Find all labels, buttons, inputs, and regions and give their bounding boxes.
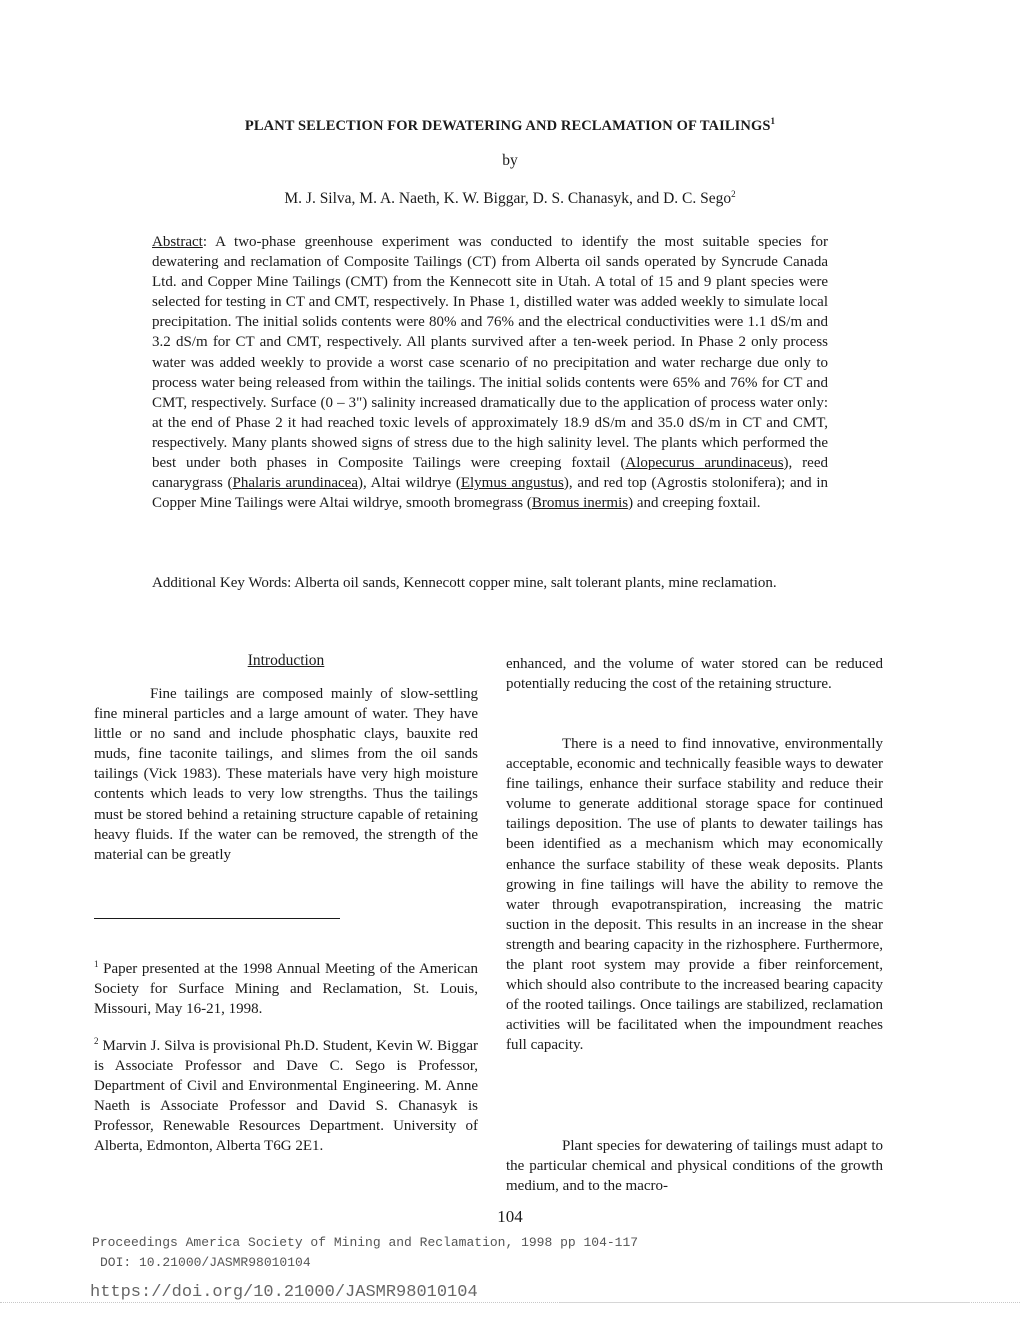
authors [0, 189, 1020, 208]
keywords: Additional Key Words: Alberta oil sands, Kennecott copper mine, salt tolerant plants, mine reclamation. [152, 575, 777, 591]
intro-right-paragraph-3: Plant species for dewatering of tailings must adapt to the particular chemical and physical conditions of the growth medium, and to the macro- [506, 1138, 883, 1195]
footnote-2-text: Marvin J. Silva is provisional Ph.D. Student, Kevin W. Biggar is Associate Professor and Dave C. Sego is Professor, Department of Civil and Environmental Engineering. M. Anne Naeth is Associate Professor and David S. Chanasyk is Professor, Renewable Resources Department. University of Alberta, Edmonton, Alberta T6G 2E1. [94, 1038, 478, 1154]
species-elymus: Elymus angustus [460, 475, 564, 492]
abstract-text-4: ), and red top (Agrostis stolonifera); and in Copper Mine Tailings were Altai wildrye, smooth bromegrass ( [152, 475, 828, 512]
abstract-text-1: : A two-phase greenhouse experiment was conducted to identify the most suitable species for dewatering and reclamation of Composite Tailings (CT) from Alberta oil sands operated by Syncrude Canada Ltd. and Copper Mine Tailings (CMT) from the Kennecott site in Utah. A total of 15 and 9 plant species were selected for testing in CT and CMT, respectively. In Phase 1, distilled water was added weekly to simulate local precipitation. The initial solids contents were 80% and 76% and the electrical conductivities were 1.1 dS/m and 3.2 dS/m for CT and CMT, respectively. All plants survived after a ten-week period. In Phase 2 only process water was added weekly to provide a worst case scenario of no precipitation and water recharge due only to process water being released from within the tailings. The initial solids contents were 65% and 76% for CT and CMT, respectively. Surface (0 – 3") salinity increased dramatically due to the application of process water only: at the end of Phase 2 it had reached toxic levels of approximately 18.9 dS/m and 35.0 dS/m in CT and CMT, respectively. Many plants showed signs of stress due to the high salinity level. The plants which performed the best under both phases in Composite Tailings were creeping foxtail ( [152, 234, 828, 472]
intro-right-paragraph-2: There is a need to find innovative, environmentally acceptable, economic and technically feasible ways to dewater fine tailings, enhance their surface stability and reduce their volume to generate additional storage space for continued tailings deposition. The use of plants to dewater tailings has been identified as a mechanism which may economically enhance the surface stability of these weak deposits. Plants growing in fine tailings will have the ability to remove the water through evapotranspiration, increasing the matric suction in the deposit. This results in an increase in the shear strength and bearing capacity in the rizhosphere. Furthermore, the plant root system may provide a fiber reinforcement, which should also contribute to the increased bearing capacity of the rooted tailings. Once tailings are stabilized, reclamation activities will be facilitated when the impoundment reaches full capacity. [506, 736, 883, 1054]
abstract-text-2: ), reed canarygrass ( [152, 455, 828, 492]
abstract-text-5: ) and creeping foxtail. [628, 495, 761, 512]
section-heading-introduction [94, 652, 478, 670]
page-number: 104 [497, 1207, 523, 1226]
scan-artifact-line-2 [560, 1302, 970, 1303]
authors-text: M. J. Silva, M. A. Naeth, K. W. Biggar, D. S. Chanasyk, and D. C. Sego [284, 190, 732, 208]
abstract [152, 232, 828, 513]
species-alopecurus: Alopecurus arundinaceus [625, 455, 784, 472]
intro-right-paragraph-1: enhanced, and the volume of water stored can be reduced potentially reducing the cost of the retaining structure. [506, 656, 883, 693]
footnote-1 [94, 954, 478, 1019]
proceedings-citation: Proceedings America Society of Mining and Reclamation, 1998 pp 104-117 [92, 1235, 639, 1250]
footnote-2 [94, 1031, 478, 1156]
abstract-label: Abstract [152, 234, 203, 250]
doi-text: DOI: 10.21000/JASMR98010104 [100, 1255, 311, 1270]
doi-link[interactable]: https://doi.org/10.21000/JASMR98010104 [90, 1283, 478, 1302]
footnote-2-mark: 2 [94, 1036, 99, 1046]
intro-left-paragraph: Fine tailings are composed mainly of slow-settling fine mineral particles and a large amount of water. They have little or no sand and include phosphatic clays, bauxite red muds, fine taconite tailings, and slimes from the oil sands tailings (Vick 1983). These materials have very high moisture contents which leads to very low strengths. Thus the tailings must be stored behind a retaining structure capable of retaining heavy fluids. If the water can be removed, the strength of the material can be greatly [94, 686, 478, 863]
byline: by [502, 152, 518, 169]
paper-title [0, 116, 1020, 135]
authors-footnote-mark: 2 [731, 189, 736, 199]
abstract-text-3: ), Altai wildrye ( [357, 475, 461, 492]
intro-heading-text: Introduction [247, 652, 325, 669]
title-footnote-mark: 1 [770, 116, 776, 126]
footnote-1-text: Paper presented at the 1998 Annual Meeting of the American Society for Surface Mining and Reclamation, St. Louis, Missouri, May 16-21, 1998. [94, 961, 479, 1017]
species-bromus: Bromus inermis [531, 495, 629, 512]
footnote-1-mark: 1 [94, 959, 99, 969]
footnote-divider [94, 918, 340, 919]
paper-title-text: PLANT SELECTION FOR DEWATERING AND RECLAMATION OF TAILINGS [244, 117, 771, 134]
species-phalaris: Phalaris arundinacea [232, 475, 358, 492]
